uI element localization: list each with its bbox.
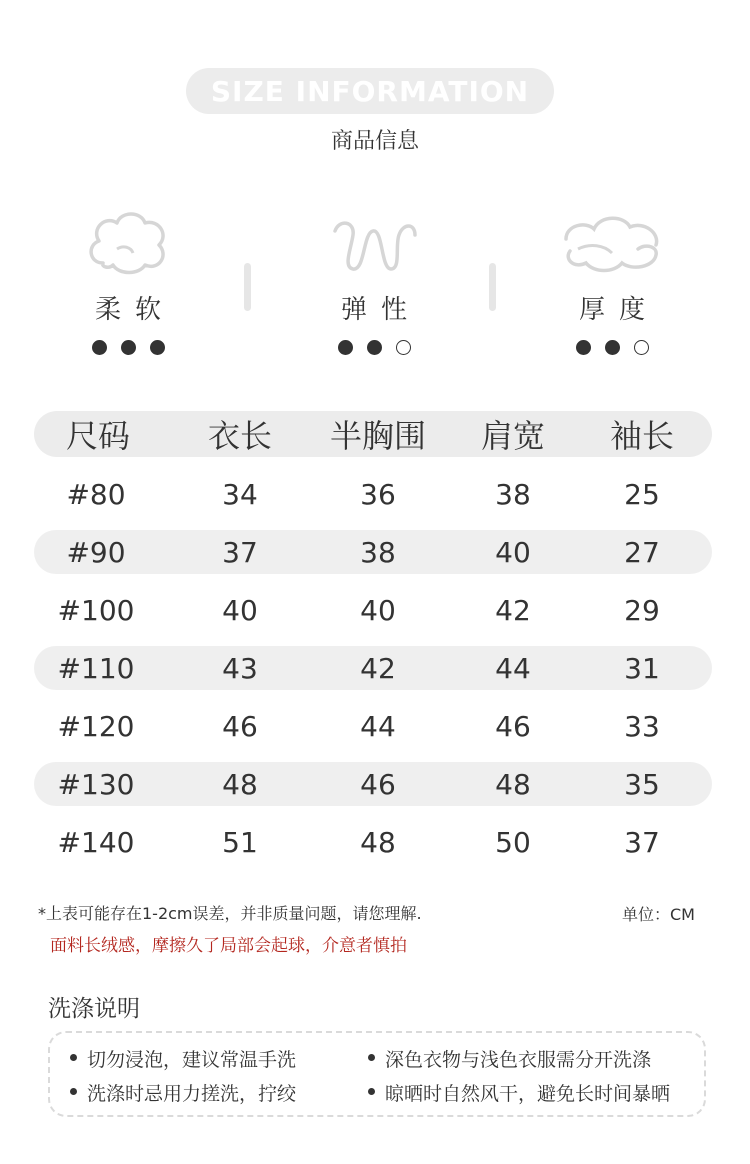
table-cell: 51 [222, 825, 258, 859]
bullet-icon [70, 1054, 77, 1061]
washing-item [368, 1079, 670, 1106]
rating-dot-filled [338, 340, 353, 355]
washing-item-text: 切勿浸泡，建议常温手洗 [87, 1049, 297, 1071]
table-cell: 50 [495, 825, 531, 859]
size-information-banner [186, 68, 554, 114]
rating-dot-empty [396, 340, 411, 355]
table-cell: 48 [495, 767, 531, 801]
table-header-row [34, 411, 712, 457]
table-cell: 42 [495, 593, 531, 627]
table-cell: 25 [624, 477, 660, 511]
attribute-softness [48, 205, 208, 355]
table-cell: 36 [360, 477, 396, 511]
table-cell: 46 [222, 709, 258, 743]
table-cell: #120 [57, 709, 135, 743]
page-title: SIZE INFORMATION [210, 74, 530, 108]
attribute-label: 弹性 [340, 295, 421, 325]
table-cell: 42 [360, 651, 396, 685]
size-table [34, 411, 712, 871]
table-cell: 33 [624, 709, 660, 743]
divider [244, 263, 251, 311]
divider [489, 263, 496, 311]
attribute-label: 厚度 [578, 295, 659, 325]
table-cell: 38 [495, 477, 531, 511]
table-row [34, 646, 712, 690]
table-row [34, 762, 712, 806]
table-cell: #100 [57, 593, 135, 627]
rating-dot-empty [634, 340, 649, 355]
washing-item-text: 晾晒时自然风干，避免长时间暴晒 [385, 1083, 671, 1105]
washing-item [70, 1045, 296, 1072]
table-cell: 44 [495, 651, 531, 685]
table-cell: 37 [222, 535, 258, 569]
table-cell: 40 [360, 593, 396, 627]
table-row [34, 530, 712, 574]
attribute-elasticity [294, 205, 454, 355]
table-cell: #80 [66, 477, 126, 511]
table-cell: 37 [624, 825, 660, 859]
bullet-icon [70, 1088, 77, 1095]
table-cell: #90 [66, 535, 126, 569]
table-row [34, 465, 712, 523]
header-cell: 袖长 [609, 417, 675, 455]
table-cell: 40 [495, 535, 531, 569]
washing-item-text: 洗涤时忌用力搓洗，拧绞 [87, 1083, 297, 1105]
washing-item [70, 1079, 296, 1106]
rating-dot-filled [367, 340, 382, 355]
table-row [34, 813, 712, 871]
table-cell: 27 [624, 535, 660, 569]
table-cell: 44 [360, 709, 396, 743]
header-cell: 尺码 [65, 417, 131, 455]
rating-dot-filled [150, 340, 165, 355]
table-cell: 31 [624, 651, 660, 685]
layered-cloud-icon [560, 205, 664, 277]
bullet-icon [368, 1054, 375, 1061]
rating-dot-filled [576, 340, 591, 355]
attribute-label: 柔软 [94, 295, 175, 325]
table-cell: #110 [57, 651, 135, 685]
header-cell: 肩宽 [480, 417, 546, 455]
table-cell: 35 [624, 767, 660, 801]
header-cell: 半胸围 [329, 417, 427, 455]
table-cell: #140 [57, 825, 135, 859]
rating-dot-filled [92, 340, 107, 355]
table-row [34, 697, 712, 755]
rating-dots [532, 340, 692, 355]
table-cell: #130 [57, 767, 135, 801]
table-row [34, 581, 712, 639]
spring-icon [329, 205, 419, 277]
washing-item-text: 深色衣物与浅色衣服需分开洗涤 [385, 1049, 652, 1071]
bullet-icon [368, 1088, 375, 1095]
unit-label: 单位：CM [622, 905, 695, 924]
table-cell: 46 [495, 709, 531, 743]
table-cell: 34 [222, 477, 258, 511]
table-cell: 40 [222, 593, 258, 627]
table-cell: 29 [624, 593, 660, 627]
washing-instructions-box [48, 1031, 706, 1117]
washing-title: 洗涤说明 [48, 996, 140, 1022]
washing-item [368, 1045, 651, 1072]
rating-dot-filled [605, 340, 620, 355]
header-cell: 衣长 [207, 417, 273, 455]
table-cell: 48 [222, 767, 258, 801]
rating-dots [294, 340, 454, 355]
error-note: *上表可能存在1-2cm误差，并非质量问题，请您理解. [38, 904, 422, 923]
pilling-warning: 面料长绒感，摩擦久了局部会起球，介意者慎拍 [50, 936, 407, 956]
table-cell: 43 [222, 651, 258, 685]
rating-dots [48, 340, 208, 355]
page-subtitle: 商品信息 [330, 129, 419, 154]
table-cell: 38 [360, 535, 396, 569]
table-cell: 48 [360, 825, 396, 859]
attribute-thickness [532, 205, 692, 355]
rating-dot-filled [121, 340, 136, 355]
table-cell: 46 [360, 767, 396, 801]
cloud-icon [83, 205, 173, 277]
